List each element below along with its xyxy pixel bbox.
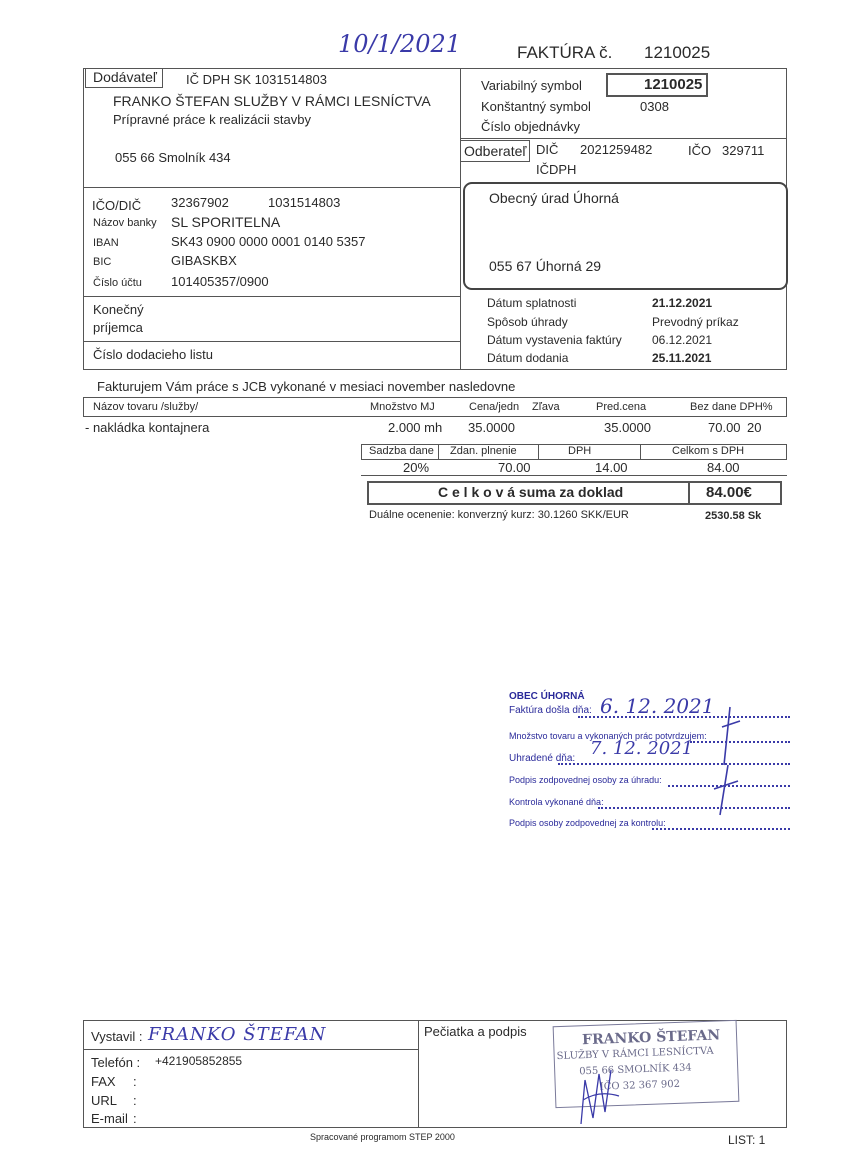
bank-name: SL SPORITELNA [171, 214, 281, 230]
issue-date-label: Dátum vystavenia faktúry [487, 333, 622, 347]
intro-text: Fakturujem Vám práce s JCB vykonané v mesiaci november nasledovne [97, 379, 516, 394]
final-recipient-label-1: Konečný [93, 302, 144, 317]
ico-dic-label: IČO/DIČ [92, 198, 142, 213]
dual-pricing-label: Duálne ocenenie: konverzný kurz: 30.1260 SKK/EUR [369, 509, 629, 521]
dual-pricing-value: 2530.58 Sk [705, 510, 762, 522]
customer-dic: 2021259482 [580, 142, 653, 157]
phone-label: Telefón : [91, 1055, 141, 1070]
customer-ico-label: IČO [688, 143, 712, 158]
supplier-description: Prípravné práce k realizácii stavby [113, 112, 311, 127]
col-qty: Množstvo MJ [370, 401, 435, 413]
item-vat-pct: 20 [747, 420, 762, 435]
total-amount: 84.00€ [706, 484, 752, 501]
stamp-paid-date: 7. 12. 2021 [590, 738, 694, 759]
iban-label: IBAN [93, 237, 119, 249]
stamp-line-control-signature: Podpis osoby zodpovednej za kontrolu: [509, 818, 666, 828]
company-stamp-line2: SLUŽBY V RÁMCI LESNÍCTVA [556, 1045, 714, 1063]
item-name: - nakládka kontajnera [85, 420, 210, 435]
col-no-vat: Bez dane DPH% [690, 401, 773, 413]
stamp-line-confirm: Množstvo tovaru a vykonaných prác potvrdzujem: [509, 731, 707, 741]
supplier-ico: 32367902 [171, 195, 229, 210]
issued-by-label: Vystavil : [91, 1029, 143, 1044]
supplier-icdph: IČ DPH SK 1031514803 [186, 72, 327, 87]
account-label: Číslo účtu [93, 277, 142, 289]
handwritten-date: 10/1/2021 [338, 30, 462, 58]
issue-date: 06.12.2021 [652, 333, 713, 347]
delivery-date: 25.11.2021 [652, 351, 712, 365]
invoice-number: 1210025 [644, 43, 711, 62]
bank-label: Názov banky [93, 217, 157, 229]
vat-rate: 20% [403, 460, 430, 475]
url-colon: : [133, 1093, 137, 1108]
col-name: Názov tovaru /služby/ [93, 401, 199, 413]
customer-label: Odberateľ [464, 143, 527, 159]
invoice-title: FAKTÚRA č. [517, 43, 613, 62]
delivery-note-label: Číslo dodacieho listu [93, 347, 213, 362]
stamp-line-payment-signature: Podpis zodpovednej osoby za úhradu: [509, 775, 662, 785]
stamp-title: OBEC ÚHORNÁ [509, 691, 585, 702]
delivery-date-label: Dátum dodania [487, 351, 569, 365]
iban-value: SK43 0900 0000 0001 0140 5357 [171, 234, 366, 249]
bic-label: BIC [93, 256, 112, 268]
company-stamp-line3: 055 66 SMOLNÍK 434 [579, 1062, 692, 1078]
col-unit-price: Cena/jedn [469, 401, 520, 413]
bic-value: GIBASKBX [171, 253, 237, 268]
stamp-line-control: Kontrola vykonané dňa: [509, 797, 604, 807]
constant-symbol-value: 0308 [640, 99, 669, 114]
email-label: E-mail [91, 1111, 128, 1126]
url-label: URL [91, 1093, 118, 1108]
due-date: 21.12.2021 [652, 296, 713, 310]
account-value: 101405357/0900 [171, 274, 269, 289]
fax-colon: : [133, 1074, 137, 1089]
col-discount: Zľava [532, 401, 560, 413]
sheet-number: LIST: 1 [728, 1133, 766, 1147]
stamp-received-date: 6. 12. 2021 [600, 694, 715, 718]
total-label: C e l k o v á suma za doklad [438, 484, 624, 500]
customer-icdph-label: IČDPH [536, 162, 577, 177]
supplier-dic: 1031514803 [268, 195, 341, 210]
vat-col-base: Zdan. plnenie [450, 445, 517, 457]
stamp-signature-scribble [575, 1060, 625, 1130]
customer-dic-label: DIČ [536, 142, 559, 157]
vat-col-total: Celkom s DPH [672, 445, 745, 457]
phone-value: +421905852855 [155, 1054, 243, 1068]
vat-total: 84.00 [707, 460, 740, 475]
col-sale-price: Pred.cena [596, 401, 647, 413]
item-qty: 2.000 mh [388, 420, 443, 435]
supplier-label: Dodávateľ [93, 69, 158, 85]
company-stamp-line4: IČO 32 367 902 [599, 1078, 681, 1093]
variable-symbol-value: 1210025 [644, 76, 703, 93]
supplier-address: 055 66 Smolník 434 [115, 150, 231, 165]
customer-name: Obecný úrad Úhorná [489, 190, 619, 206]
order-number-label: Číslo objednávky [481, 119, 580, 134]
item-unit-price: 35.0000 [468, 420, 515, 435]
vat-base: 70.00 [498, 460, 531, 475]
payment-method: Prevodný príkaz [652, 315, 739, 329]
program-credit: Spracované programom STEP 2000 [310, 1132, 455, 1142]
item-no-vat: 70.00 [708, 420, 741, 435]
stamp-line-received: Faktúra došla dňa: [509, 705, 592, 716]
payment-method-label: Spôsob úhrady [487, 315, 568, 329]
stamp-line-paid: Uhradené dňa: [509, 753, 576, 764]
vat-col-rate: Sadzba dane [369, 445, 434, 457]
fax-label: FAX [91, 1074, 116, 1089]
signature-scribble [700, 705, 750, 825]
vat-col-vat: DPH [568, 445, 592, 457]
variable-symbol-label: Variabilný symbol [481, 78, 582, 93]
supplier-name: FRANKO ŠTEFAN SLUŽBY V RÁMCI LESNÍCTVA [113, 93, 431, 109]
issued-by-signature: FRANKO ŠTEFAN [148, 1024, 327, 1045]
final-recipient-label-2: príjemca [93, 320, 143, 335]
stamp-signature-label: Pečiatka a podpis [424, 1024, 527, 1039]
company-stamp-name: FRANKO ŠTEFAN [581, 1027, 721, 1049]
item-sale-price: 35.0000 [604, 420, 651, 435]
constant-symbol-label: Konštantný symbol [481, 99, 591, 114]
email-colon: : [133, 1111, 137, 1126]
vat-amount: 14.00 [595, 460, 628, 475]
due-date-label: Dátum splatnosti [487, 296, 577, 310]
customer-ico: 329711 [722, 143, 765, 158]
customer-address: 055 67 Úhorná 29 [489, 258, 602, 274]
